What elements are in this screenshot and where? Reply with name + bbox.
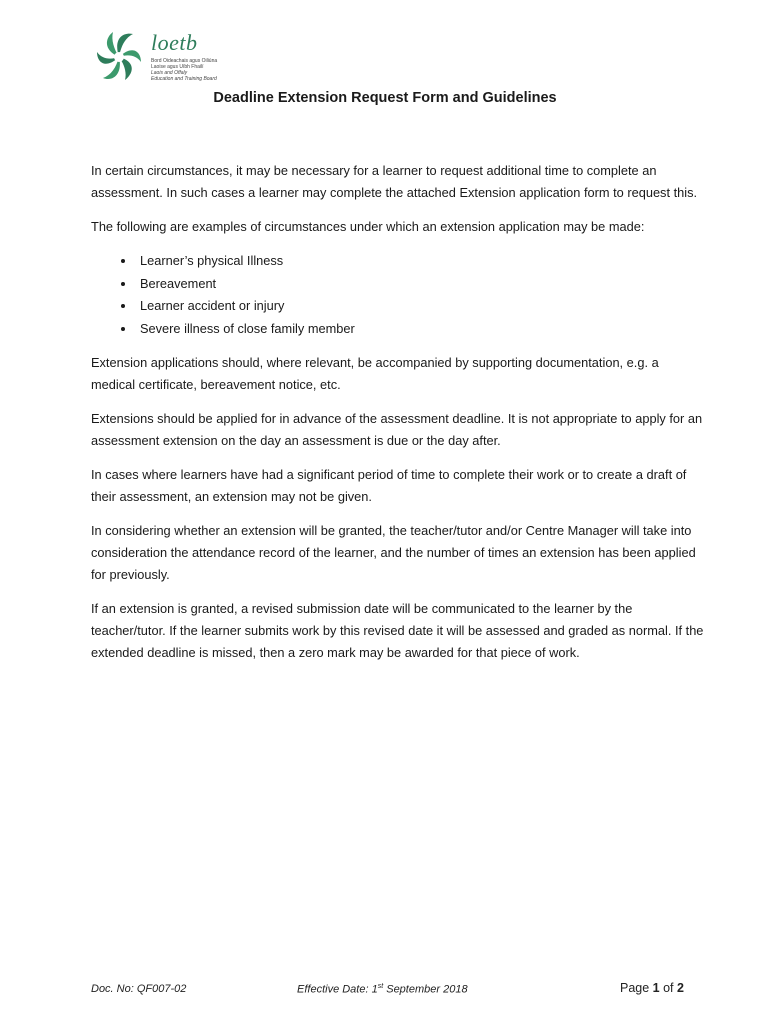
documentation-paragraph: Extension applications should, where relevant, be accompanied by supporting documentation, e.g. a medical certificate, bereavement notice, etc. <box>91 355 659 392</box>
effective-date: Effective Date: 1st September 2018 <box>297 983 468 996</box>
loetb-logo <box>93 28 223 86</box>
swirl-logo-icon <box>93 28 145 86</box>
page-title: Deadline Extension Request Form and Guidelines <box>213 90 557 106</box>
list-item: • Bereavement <box>136 273 706 296</box>
advance-paragraph: Extensions should be applied for in advance of the assessment deadline. It is not appropriate to apply for an assessment extension on the day an assessment is due or the day after. <box>91 411 703 448</box>
logo-subline: Laoise agus Uíbh Fhailí <box>151 64 204 70</box>
doc-number: Doc. No: QF007-02 <box>91 983 187 995</box>
circumstances-list <box>91 250 706 340</box>
logo-subline: Education and Training Board <box>151 76 217 82</box>
document-body <box>91 160 706 676</box>
consideration-paragraph: In considering whether an extension will be granted, the teacher/tutor and/or Centre Manager will take into consideration the attendance record of the learner, and the number of times an extension has been applied for previously. <box>91 523 696 582</box>
logo-name: loetb <box>151 30 198 55</box>
logo-subline: Laois and Offaly <box>151 70 188 76</box>
logo-subline: Bord Oideachais agus Oiliúna <box>151 58 218 64</box>
significant-period-paragraph: In cases where learners have had a significant period of time to complete their work or to create a draft of their assessment, an extension may not be given. <box>91 467 687 504</box>
list-item: • Learner’s physical Illness <box>136 250 706 273</box>
list-item: • Severe illness of close family member <box>136 318 706 341</box>
circumstances-intro: The following are examples of circumstances under which an extension application may be made: <box>91 219 645 234</box>
granted-paragraph: If an extension is granted, a revised submission date will be communicated to the learner by the teacher/tutor. If the learner submits work by this revised date it will be assessed and graded as normal. If the extended deadline is missed, then a zero mark may be awarded for that piece of work. <box>91 601 704 660</box>
list-item: • Learner accident or injury <box>136 295 706 318</box>
intro-paragraph: In certain circumstances, it may be necessary for a learner to request additional time to complete an assessment. In such cases a learner may complete the attached Extension application form to request this. <box>91 163 698 200</box>
page-number: Page 1 of 2 <box>620 981 684 995</box>
